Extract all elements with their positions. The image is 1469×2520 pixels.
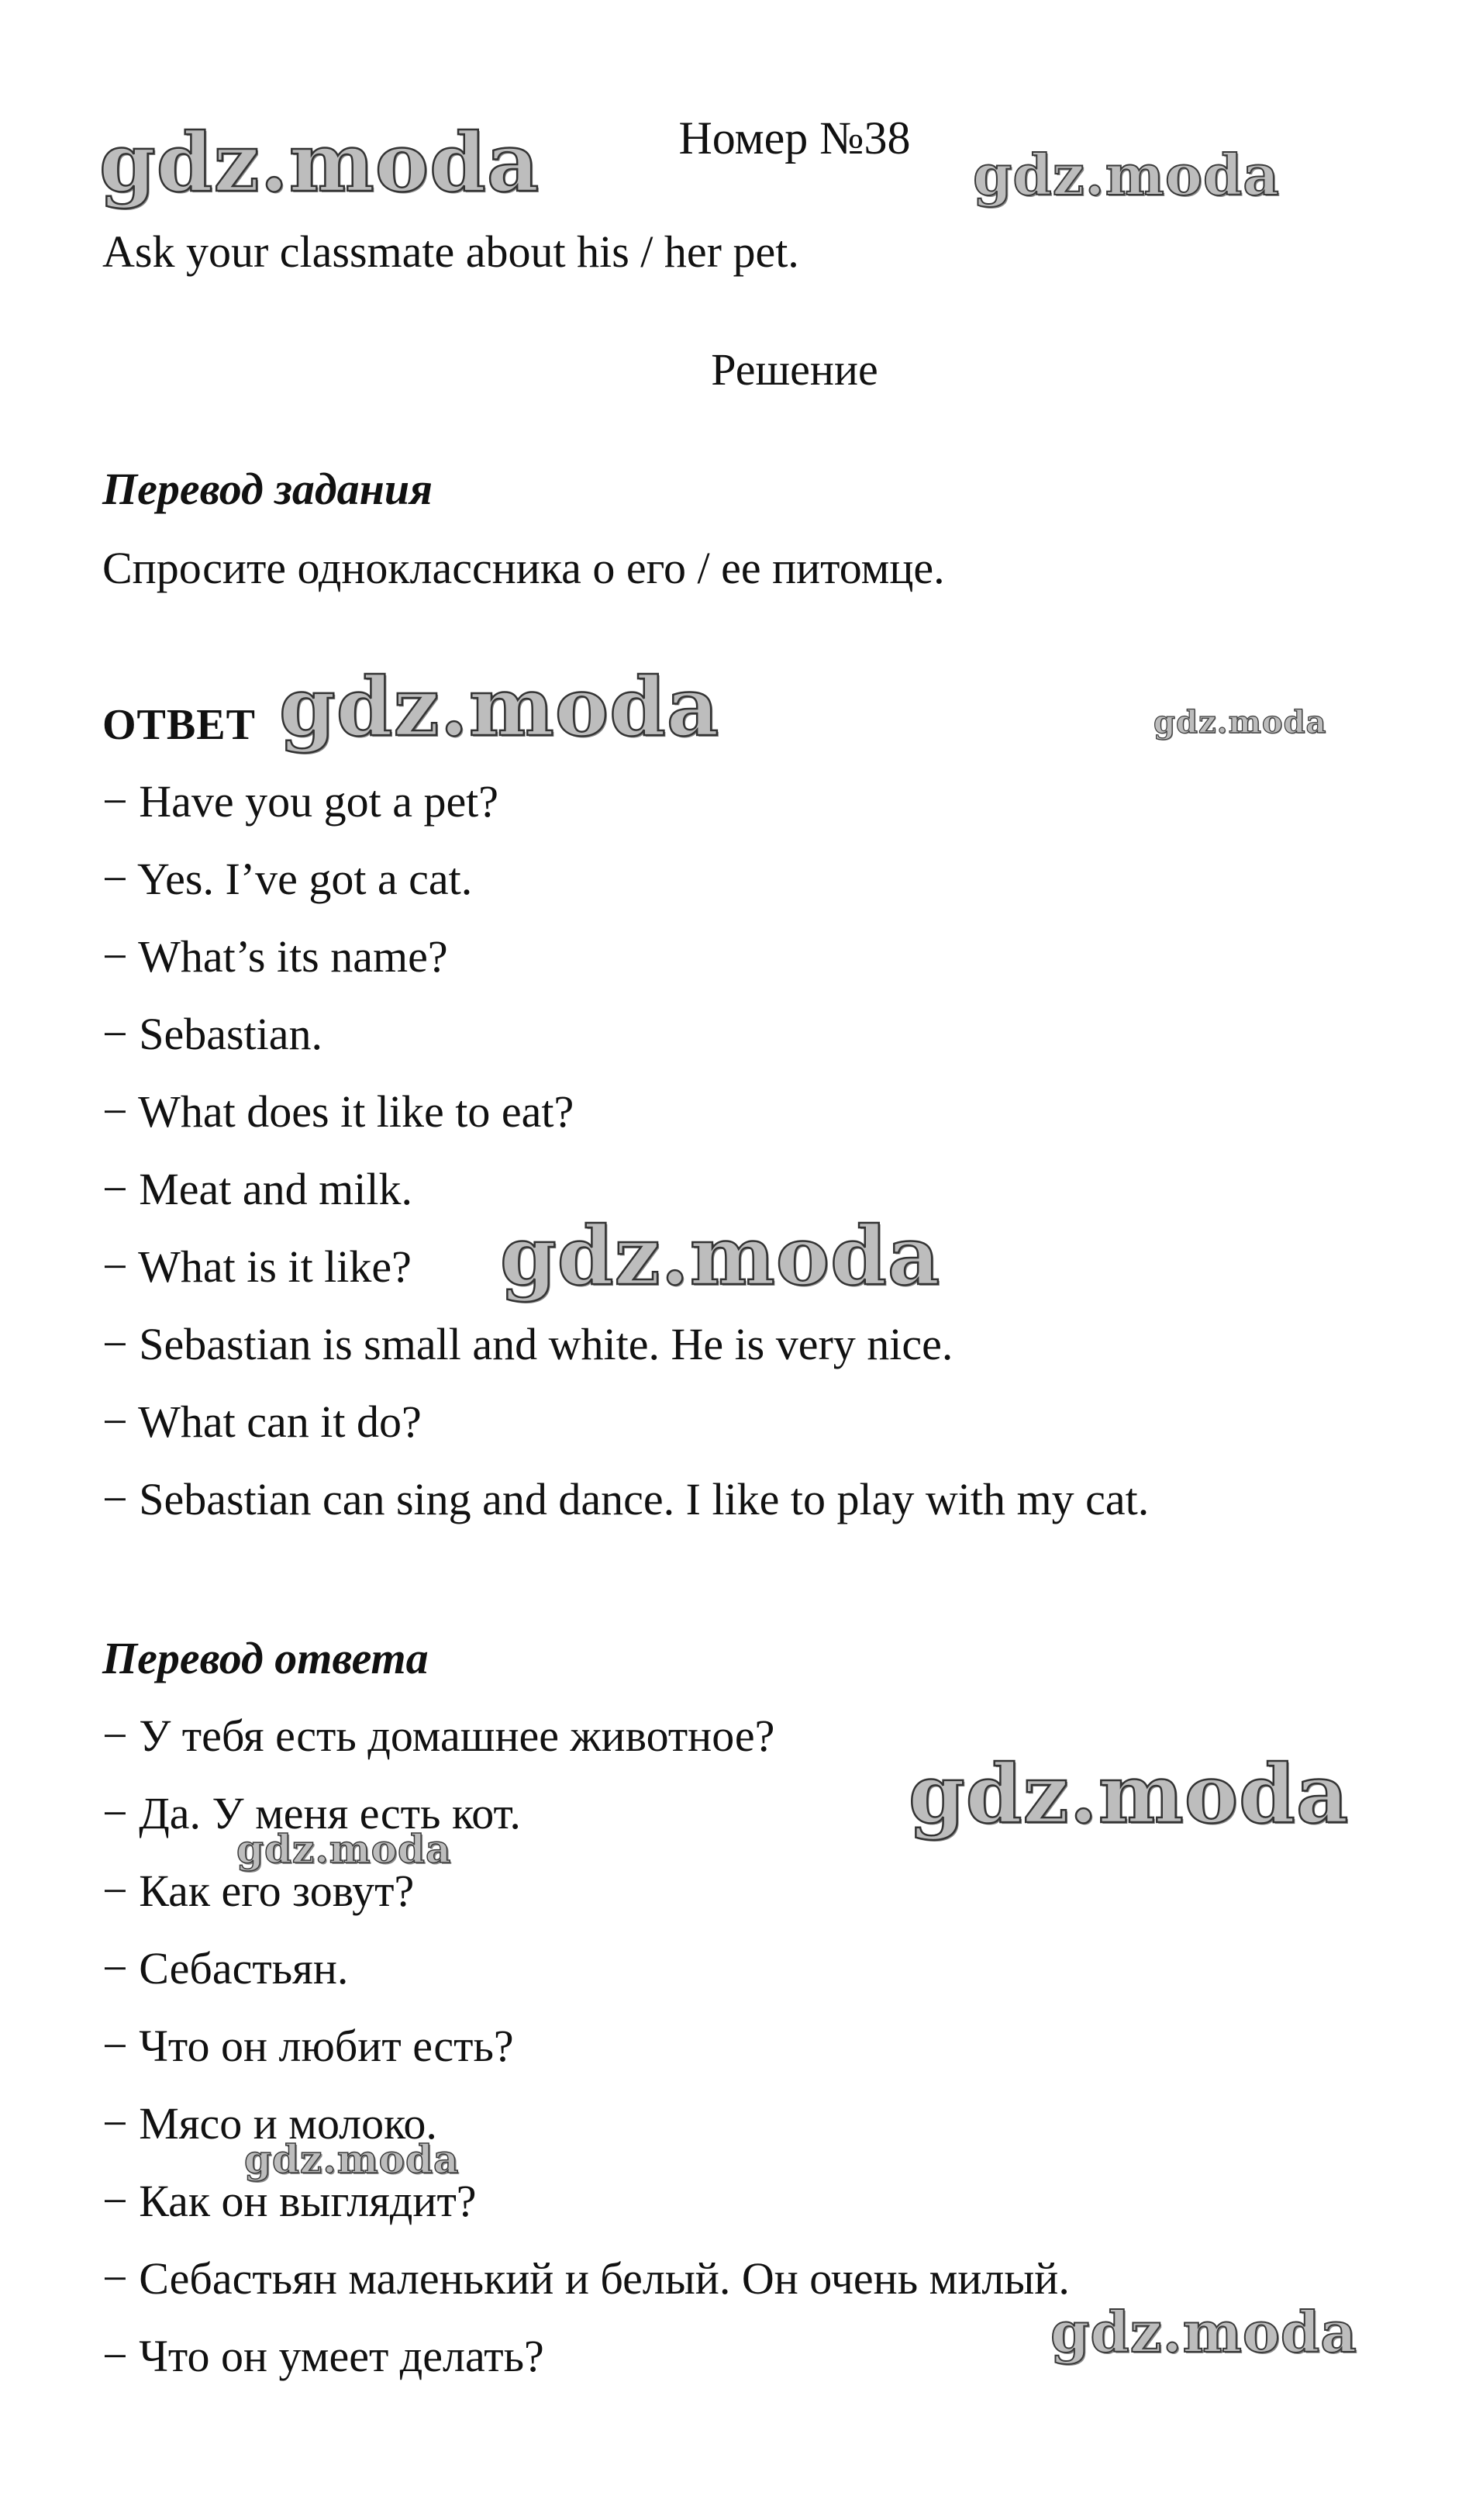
answer-line: − What’s its name? — [102, 931, 448, 982]
translation-line: − Что он любит есть? — [102, 2021, 514, 2071]
answer-line: − Sebastian can sing and dance. I like to play with my cat. — [102, 1474, 1150, 1524]
task-translation-heading: Перевод задания — [102, 464, 433, 514]
translation-line: − Мясо и молоко. — [102, 2098, 437, 2149]
translation-line: − У тебя есть домашнее животное? — [102, 1710, 775, 1761]
translation-line: − Себастьян. — [102, 1943, 349, 1994]
answer-line: − What does it like to eat? — [102, 1086, 574, 1137]
translation-line: − Что он умеет делать? — [102, 2331, 544, 2381]
answer-line: − Sebastian. — [102, 1009, 322, 1059]
task-text: Ask your classmate about his / her pet. — [102, 226, 799, 277]
answer-line: − What is it like? — [102, 1241, 412, 1292]
watermark-logo: gdz.moda — [99, 115, 540, 210]
answer-line: − Yes. I’ve got a cat. — [102, 854, 473, 904]
solution-heading: Решение — [711, 344, 878, 395]
answer-translation-heading: Перевод ответа — [102, 1633, 429, 1683]
answer-line: − Have you got a pet? — [102, 776, 499, 827]
translation-line: − Себастьян маленький и белый. Он очень милый. — [102, 2253, 1070, 2304]
watermark-logo: gdz.moda — [909, 1746, 1350, 1842]
answer-line: − What can it do? — [102, 1396, 422, 1447]
page-number-title: Номер №38 — [678, 112, 911, 164]
answer-heading: ОТВЕТ — [102, 701, 256, 749]
watermark-logo: gdz.moda — [236, 1826, 452, 1872]
translation-line: − Да. У меня есть кот. — [102, 1788, 521, 1838]
translation-line: − Как его зовут? — [102, 1866, 415, 1916]
translation-line: − Как он выглядит? — [102, 2176, 477, 2226]
watermark-logo: gdz.moda — [244, 2136, 460, 2182]
watermark-logo: gdz.moda — [1153, 704, 1327, 740]
answer-line: − Meat and milk. — [102, 1164, 412, 1214]
watermark-logo: gdz.moda — [500, 1208, 941, 1303]
answer-line: − Sebastian is small and white. He is very nice. — [102, 1319, 953, 1369]
task-translation-text: Спросите одноклассника о его / ее питомце. — [102, 543, 945, 593]
watermark-logo: gdz.moda — [973, 142, 1280, 208]
watermark-logo: gdz.moda — [1050, 2299, 1357, 2365]
watermark-logo: gdz.moda — [279, 659, 720, 754]
